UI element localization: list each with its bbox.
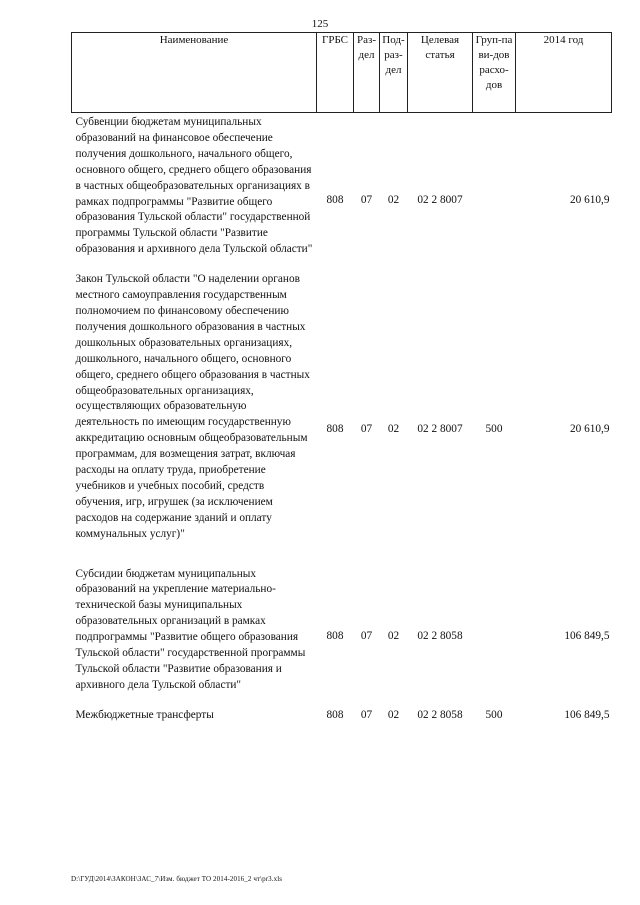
table-header-row — [72, 33, 612, 113]
page-number: 125 — [311, 18, 329, 30]
row-podrazdel: 02 — [387, 423, 400, 436]
header-cel-statya: Целевая статья — [408, 33, 473, 113]
header-name: Наименование — [72, 33, 317, 113]
row-spacer — [72, 543, 612, 565]
row-grbs: 808 — [326, 194, 344, 206]
row-cel-statya: 02 2 8058 — [417, 708, 463, 721]
row-gruppa-vidov — [473, 113, 516, 259]
row-grbs: 808 — [326, 423, 344, 436]
row-gruppa-vidov: 500 — [485, 708, 503, 721]
row-podrazdel: 02 — [387, 629, 400, 642]
row-name: Межбюджетные трансферты — [75, 708, 214, 721]
row-podrazdel: 02 — [387, 194, 400, 206]
row-razdel: 07 — [360, 423, 373, 436]
row-grbs: 808 — [326, 708, 344, 721]
header-year: 2014 год — [516, 33, 612, 113]
footer-file-path: D:\ГУД\2014\ЗАКОН\ЗАС_7\Изм. бюджет ТО 2014-2016_2 чт\pr3.xls — [71, 875, 283, 883]
row-razdel: 07 — [360, 708, 373, 721]
row-grbs: 808 — [326, 629, 344, 642]
row-gruppa-vidov: 500 — [485, 423, 503, 436]
table-row — [72, 565, 612, 694]
header-razdel: Раз-дел — [354, 33, 380, 113]
table-row — [72, 270, 612, 542]
row-spacer — [72, 258, 612, 270]
row-name: Закон Тульской области "О наделении органов местного самоуправления государственным полномочием по финансовому обеспечению получения дошкольного образования в частных дошкольных образовательных организациях, дошкольного, начального общего, основного общего, среднего общего образования в частных общеобразовательных организациях, осуществляющих образовательную деятельность по имеющим государственную аккредитацию основным общеобразовательным программам, для возмещения затрат, включая расходы на оплату труда, приобретение учебников и учебных пособий, средств обучения, игр, игрушек (за исключением расходов на содержание зданий и оплату коммунальных услуг)" — [75, 273, 310, 540]
header-grbs: ГРБС — [317, 33, 354, 113]
row-gruppa-vidov — [473, 565, 516, 694]
budget-table — [71, 32, 612, 724]
row-razdel: 07 — [360, 194, 373, 206]
row-amount: 106 849,5 — [564, 629, 610, 642]
row-amount: 20 610,9 — [569, 423, 610, 436]
table-row — [72, 113, 612, 259]
row-amount: 106 849,5 — [564, 708, 610, 721]
row-cel-statya: 02 2 8058 — [417, 629, 463, 642]
row-name: Субсидии бюджетам муниципальных образований на укрепление материально-технической базы муниципальных образовательных организаций в рамках подпрограммы "Развитие общего образования Тульской области" государственной программы Тульской области "Развитие образования и архивного дела Тульской области" — [75, 567, 306, 691]
table-row — [72, 694, 612, 724]
row-amount: 20 610,9 — [569, 194, 610, 206]
row-name: Субвенции бюджетам муниципальных образований на финансовое обеспечение получения дошкольного, начального общего, основного общего, среднего общего образования в частных общеобразовательных организациях в рамках подпрограммы "Развитие общего образования Тульской области" государственной программы Тульской области "Развитие образования и архивного дела Тульской области" — [75, 116, 313, 256]
row-podrazdel: 02 — [387, 708, 400, 721]
row-cel-statya: 02 2 8007 — [417, 423, 463, 436]
row-razdel: 07 — [360, 629, 373, 642]
header-gruppa-vidov: Груп-па ви-дов расхо-дов — [473, 33, 516, 113]
row-cel-statya: 02 2 8007 — [417, 194, 463, 206]
header-podrazdel: Под-раз-дел — [380, 33, 408, 113]
